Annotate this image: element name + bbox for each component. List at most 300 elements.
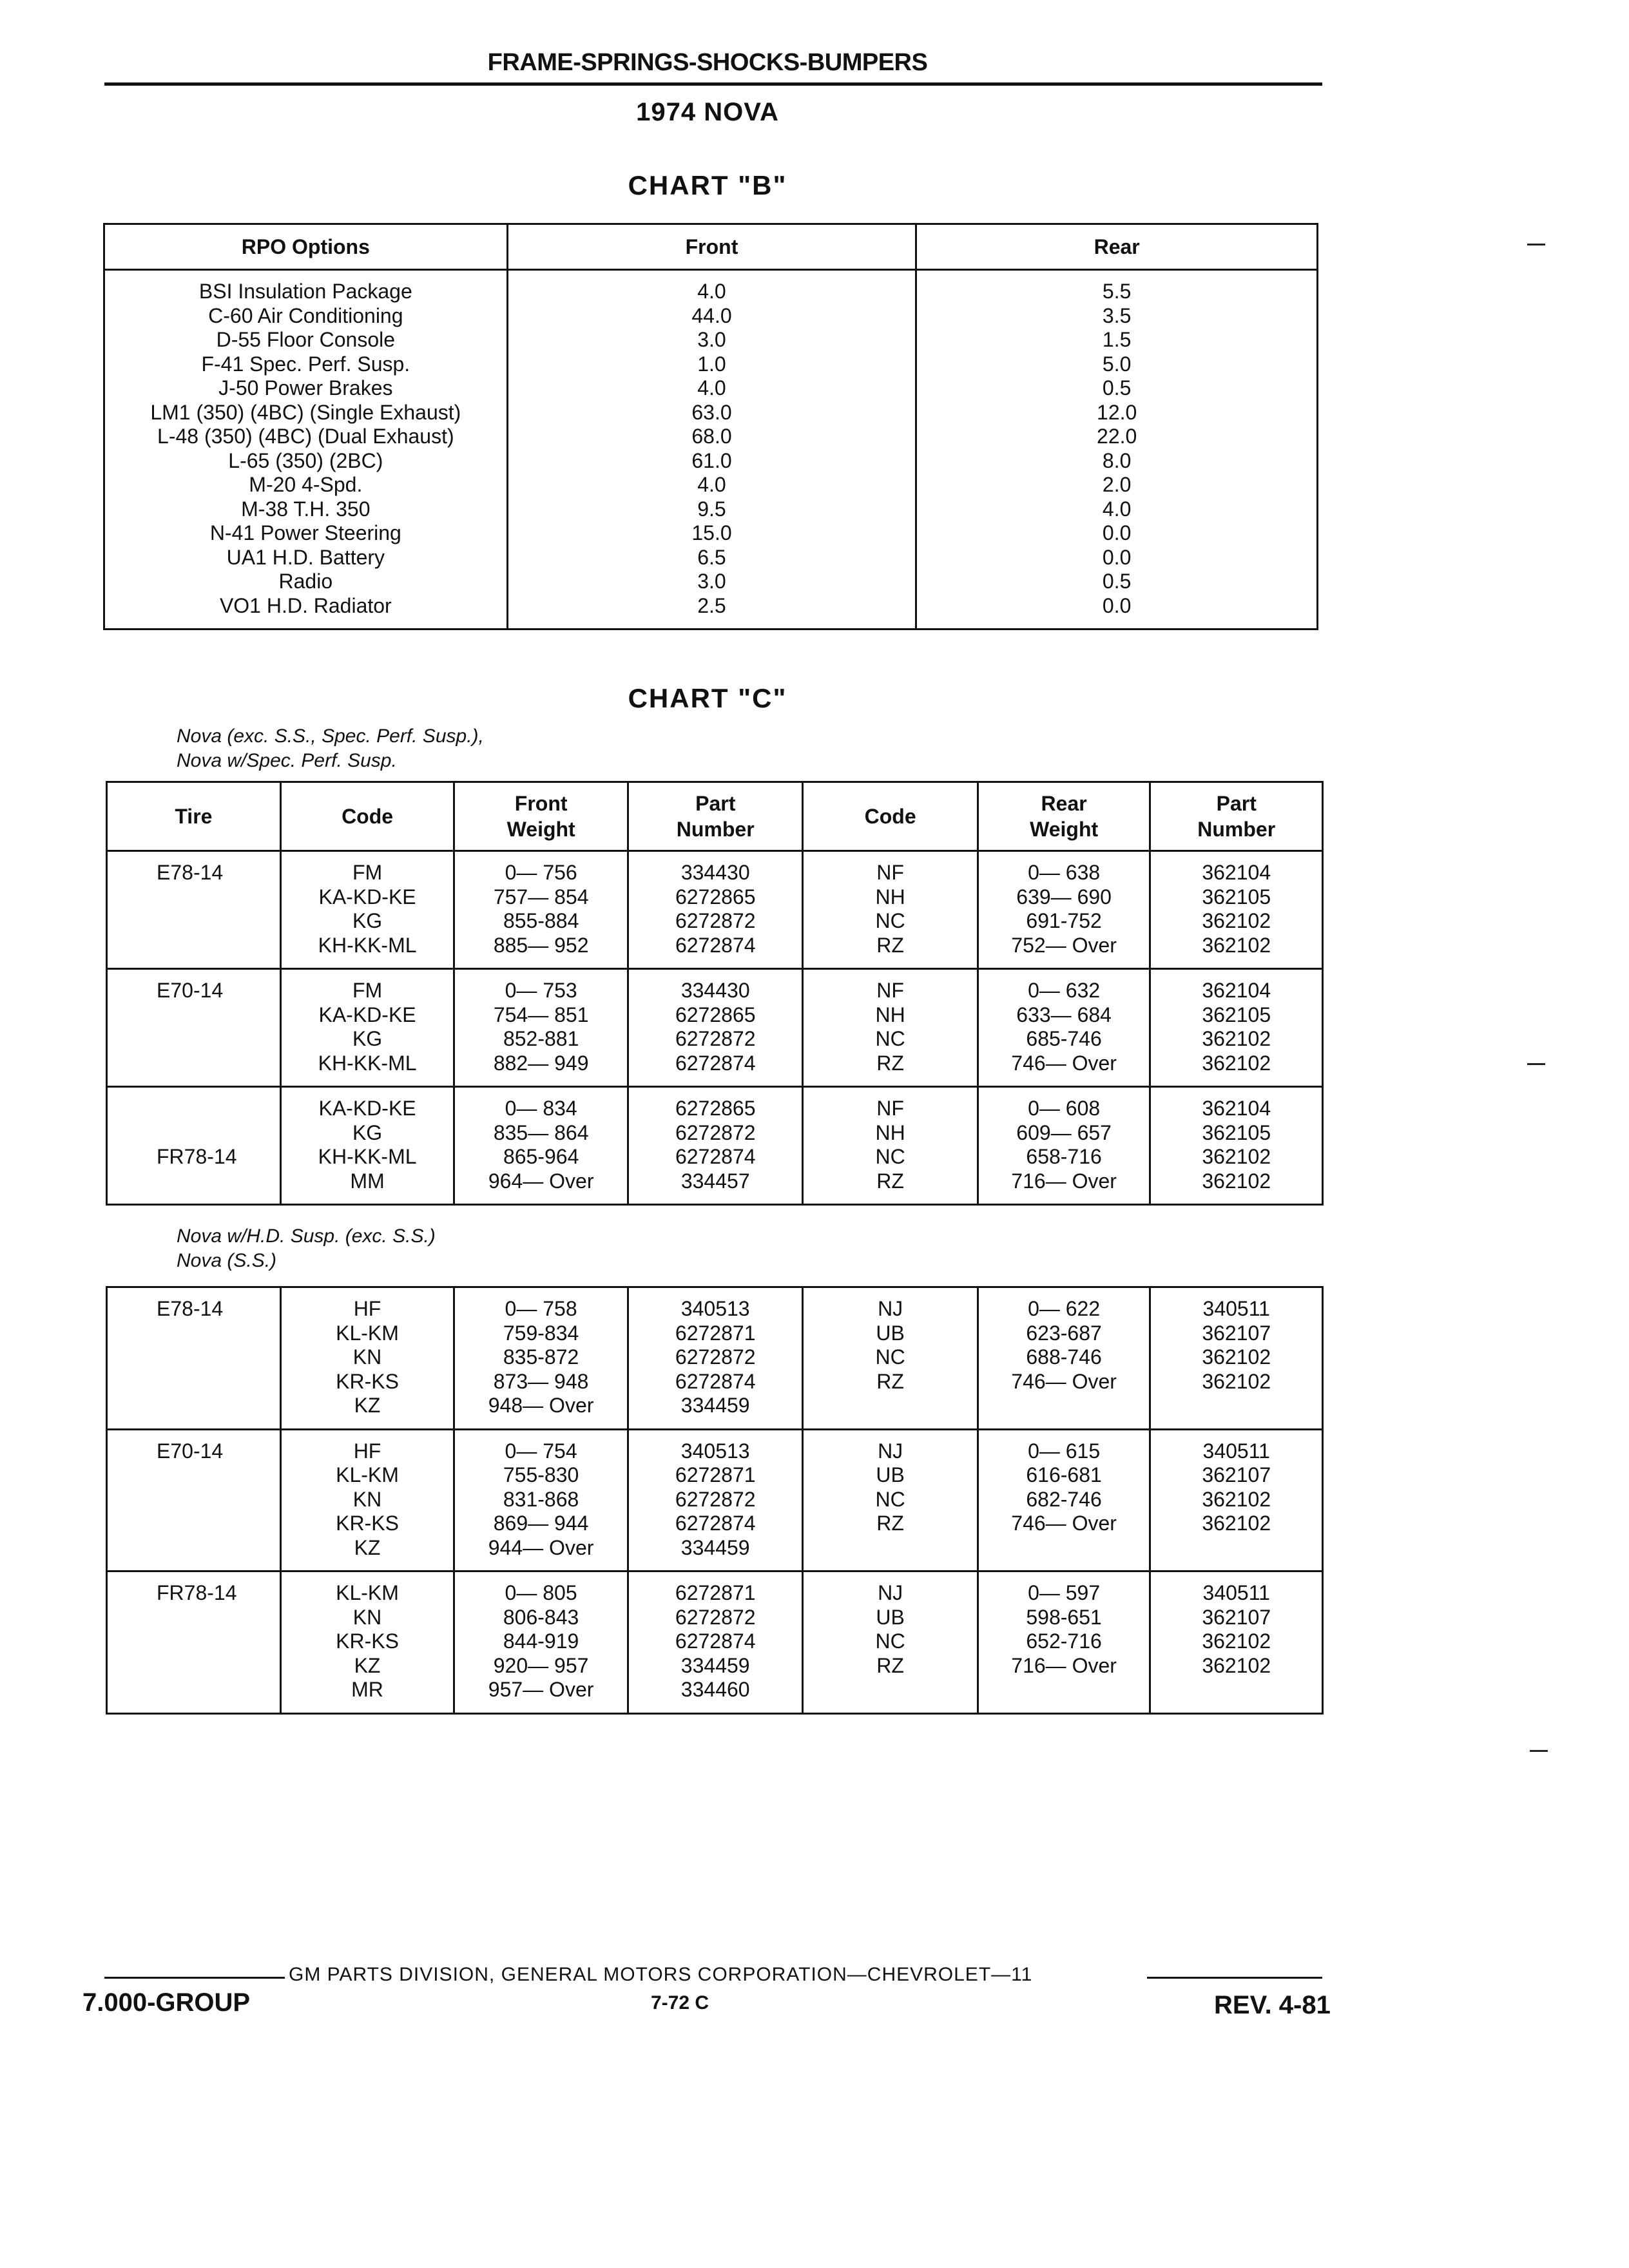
chart-b-cell: 5.5 [1102,280,1132,303]
data-cell: 340513 [680,1439,750,1463]
data-cell: 362102 [1202,1629,1271,1653]
document-title: 1974 NOVA [636,98,779,126]
column-header [628,782,802,851]
tire-spacer [157,1629,280,1654]
data-column-cell [803,851,978,969]
data-cell: 844-919 [503,1629,579,1653]
data-cell: KL-KM [336,1581,399,1604]
chart-b-cell: 0.0 [1102,545,1132,569]
data-cell: 682-746 [1026,1487,1102,1511]
data-cell: 685-746 [1026,1027,1102,1050]
column-header [978,782,1150,851]
chart-b-cell: N-41 Power Steering [209,521,401,544]
footer-rule-right [1147,1977,1322,1979]
column-header-rpo-options: RPO Options [104,224,508,270]
data-cell: 362102 [1202,1369,1271,1393]
data-cell: 688-746 [1026,1345,1102,1369]
footer-group: 7.000-GROUP [82,1988,251,2017]
data-cell: 6272871 [675,1321,756,1345]
data-cell: 752— Over [1011,933,1117,957]
data-cell: KN [352,1487,382,1511]
data-column-cell [454,1087,628,1205]
data-column-cell [628,969,802,1087]
data-cell: 6272874 [675,1512,756,1535]
data-cell: 964— Over [488,1169,594,1193]
data-cell: 334430 [680,979,750,1002]
data-cell: 334459 [680,1535,750,1559]
data-column-cell [978,1087,1150,1205]
data-cell: 362102 [1202,1487,1271,1511]
data-cell: 334460 [680,1678,750,1701]
data-column-cell [978,851,1150,969]
data-cell: UB [876,1605,905,1629]
data-column-cell [978,1429,1150,1571]
data-cell: 6272871 [675,1581,756,1604]
data-cell: 362102 [1202,1512,1271,1535]
tire-spacer [157,1121,280,1146]
data-cell: 759-834 [503,1321,579,1345]
data-cell: 6272872 [675,1120,756,1144]
tire-cell [107,1571,281,1714]
note-line: Nova w/Spec. Perf. Susp. [177,750,397,771]
data-cell: 362105 [1202,1003,1271,1026]
data-column-cell [628,1287,803,1430]
column-header-line: Front [514,792,568,815]
front-column [507,270,916,629]
chart-b-cell: 4.0 [697,376,726,399]
tire-spacer [157,1512,280,1536]
data-column-cell [628,1429,803,1571]
data-cell: RZ [876,1369,904,1393]
tire-group-row [107,1571,1323,1714]
data-column-cell [628,851,802,969]
tire-cell [107,1087,281,1205]
data-cell [979,1678,1150,1702]
data-cell: 6272872 [675,1605,756,1629]
rear-column [916,270,1318,629]
data-column-cell [803,1287,978,1430]
data-cell: NF [876,979,904,1002]
tire-group-row [107,1287,1323,1430]
data-cell: MR [351,1678,383,1701]
tire-spacer [157,1606,280,1630]
data-cell: 691-752 [1026,909,1102,932]
tire-group-row [107,1087,1323,1205]
chart-b-cell: 44.0 [691,303,732,327]
data-cell: 633— 684 [1016,1003,1112,1026]
data-cell: 362102 [1202,1345,1271,1369]
chart-b-cell: 68.0 [691,425,732,448]
chart-b-cell: J-50 Power Brakes [218,376,393,399]
data-cell: KN [352,1345,382,1369]
data-cell: 855-884 [503,909,579,932]
data-cell: 6272872 [675,1027,756,1050]
data-column-cell [803,1571,978,1714]
data-cell: KA-KD-KE [318,1097,416,1120]
data-cell: NF [876,1097,904,1120]
data-cell: 334457 [680,1169,750,1193]
data-cell: 639— 690 [1016,885,1112,908]
data-cell: 362104 [1202,979,1271,1002]
chart-b-cell: F-41 Spec. Perf. Susp. [201,352,410,376]
data-cell: NC [875,1145,905,1168]
data-cell: KZ [354,1535,381,1559]
tire-spacer [157,1169,280,1194]
data-cell: 623-687 [1026,1321,1102,1345]
chart-b-cell: 15.0 [691,521,732,544]
data-cell [804,1394,976,1418]
tire-spacer [157,1345,280,1370]
data-cell: 746— Over [1011,1369,1117,1393]
data-cell: 957— Over [488,1678,594,1701]
data-column-cell [978,969,1150,1087]
chart-b-cell: 63.0 [691,400,732,424]
data-cell: 362102 [1202,1027,1271,1050]
data-cell: 6272872 [675,909,756,932]
data-cell: 755-830 [503,1463,579,1486]
chart-b-cell: 61.0 [691,448,732,472]
data-cell: NF [876,861,904,884]
margin-mark [1527,244,1545,245]
data-cell: 746— Over [1011,1051,1117,1075]
tire-cell [107,1287,281,1430]
data-cell: KR-KS [336,1369,399,1393]
chart-b-cell: 4.0 [697,473,726,496]
data-cell: 340511 [1202,1439,1270,1463]
data-cell: 882— 949 [493,1051,589,1075]
margin-mark [1527,1063,1545,1065]
data-cell: 0— 805 [505,1581,577,1604]
chart-b-cell: 8.0 [1102,448,1132,472]
tire-cell [107,851,281,969]
note-line: Nova (S.S.) [177,1250,277,1271]
data-cell: 362107 [1202,1463,1271,1486]
data-cell: 362105 [1202,885,1271,908]
data-cell: 362102 [1202,933,1271,957]
data-cell: 0— 754 [505,1439,577,1463]
data-cell: 334459 [680,1653,750,1677]
data-column-cell [454,1287,628,1430]
data-cell: 362104 [1202,1097,1271,1120]
chart-b-cell: UA1 H.D. Battery [226,545,385,569]
column-header [803,782,978,851]
data-cell: 6272865 [675,885,756,908]
footer-page: 7-72 C [651,1992,709,2013]
column-header-line: Code [864,805,916,828]
data-column-cell [978,1571,1150,1714]
data-cell: 835-872 [503,1345,579,1369]
data-cell: 362102 [1202,1653,1271,1677]
data-cell: RZ [876,1512,904,1535]
tire-size: E70-14 [157,1439,224,1463]
data-column-cell [628,1571,803,1714]
data-cell: 6272865 [675,1097,756,1120]
chart-b-cell: 1.5 [1102,328,1132,351]
column-header-line: Part [1216,792,1257,815]
chart-b-cell: 0.0 [1102,593,1132,617]
column-header [1150,782,1323,851]
data-cell [1151,1536,1322,1561]
data-cell: 873— 948 [493,1369,589,1393]
footer-revision: REV. 4-81 [1214,1991,1331,2019]
data-column-cell [978,1287,1150,1430]
chart-b-cell: D-55 Floor Console [216,328,396,351]
data-cell: 598-651 [1026,1605,1102,1629]
data-cell: 362102 [1202,1145,1271,1168]
chart-b-body [104,270,1318,629]
data-column-cell [454,1429,628,1571]
data-cell: 6272874 [675,1369,756,1393]
rpo-options-column [104,270,508,629]
data-cell: 948— Over [488,1394,594,1417]
data-cell: KH-KK-ML [318,1145,417,1168]
data-cell: 852-881 [503,1027,579,1050]
data-cell [979,1536,1150,1561]
column-header [454,782,628,851]
chart-b-cell: 5.0 [1102,352,1132,376]
chart-b-cell: 9.5 [697,497,726,521]
data-cell: 757— 854 [493,885,589,908]
data-column-cell [280,851,454,969]
chart-b-cell: M-20 4-Spd. [249,473,363,496]
chart-b-cell: Radio [278,570,333,593]
data-cell: 0— 638 [1028,861,1101,884]
data-cell: NH [875,1120,905,1144]
data-cell: 0— 632 [1028,979,1101,1002]
data-cell: NJ [878,1297,903,1320]
tire-spacer [157,1097,280,1121]
data-column-cell [803,969,978,1087]
chart-b-cell: 3.5 [1102,303,1132,327]
data-cell: 6272865 [675,1003,756,1026]
chart-c-note-1 [177,724,484,773]
data-cell: KR-KS [336,1512,399,1535]
chart-b-cell: M-38 T.H. 350 [241,497,371,521]
data-column-cell [803,1087,978,1205]
tire-cell [107,1429,281,1571]
chart-b-header-row [104,224,1318,270]
tire-group-row [107,1429,1323,1571]
data-cell: 340513 [680,1297,750,1320]
data-cell: RZ [876,1653,904,1677]
data-column-cell [280,1087,454,1205]
data-cell: KN [352,1605,382,1629]
data-cell: NC [875,909,905,932]
data-cell: 865-964 [503,1145,579,1168]
data-cell: FM [352,861,383,884]
data-cell: KH-KK-ML [318,933,417,957]
data-cell: 0— 753 [505,979,577,1002]
tire-spacer [157,1370,280,1394]
data-cell: 652-716 [1026,1629,1102,1653]
chart-c-note-2 [177,1224,436,1273]
data-cell: 754— 851 [493,1003,589,1026]
data-cell: UB [876,1321,905,1345]
data-column-cell [803,1429,978,1571]
tire-group-row [107,851,1323,969]
tire-spacer [157,934,280,958]
tire-spacer [157,1536,280,1561]
tire-spacer [157,1052,280,1076]
data-cell: 362107 [1202,1321,1271,1345]
tire-spacer [157,1027,280,1052]
data-cell [804,1678,976,1702]
chart-c-table-1 [106,781,1324,1206]
tire-spacer [157,1321,280,1346]
data-cell: 835— 864 [493,1120,589,1144]
chart-b-cell: 0.5 [1102,570,1132,593]
tire-size: FR78-14 [157,1581,237,1604]
data-cell: KA-KD-KE [318,1003,416,1026]
tire-spacer [157,1463,280,1488]
data-cell: 806-843 [503,1605,579,1629]
column-header [107,782,281,851]
data-cell: 885— 952 [493,933,589,957]
column-header-line: Rear [1041,792,1087,815]
data-cell: NC [875,1629,905,1653]
data-cell: NJ [878,1439,903,1463]
data-cell: 6272874 [675,1629,756,1653]
tire-size: FR78-14 [157,1145,237,1168]
data-column-cell [628,1087,802,1205]
data-cell: 0— 615 [1028,1439,1101,1463]
data-cell: 944— Over [488,1535,594,1559]
data-cell: NJ [878,1581,903,1604]
data-cell: KZ [354,1653,381,1677]
tire-size: E78-14 [157,1297,224,1320]
data-cell: UB [876,1463,905,1486]
column-header-line: Weight [506,818,575,841]
data-cell [979,1394,1150,1418]
data-cell: 362102 [1202,1169,1271,1193]
tire-spacer [157,909,280,934]
tire-size: E70-14 [157,979,224,1002]
data-cell: 362102 [1202,909,1271,932]
data-cell: NC [875,1027,905,1050]
data-cell: KL-KM [336,1321,399,1345]
data-cell: NH [875,1003,905,1026]
data-cell: 716— Over [1011,1169,1117,1193]
margin-mark [1530,1750,1548,1752]
data-cell: NC [875,1487,905,1511]
data-cell: 0— 608 [1028,1097,1101,1120]
data-column-cell [1150,851,1323,969]
chart-b-cell: 3.0 [697,570,726,593]
data-column-cell [1150,969,1323,1087]
tire-spacer [157,1678,280,1702]
chart-b-cell: 3.0 [697,328,726,351]
data-cell: 920— 957 [493,1653,589,1677]
column-header-rear: Rear [916,224,1318,270]
data-cell: 362102 [1202,1051,1271,1075]
chart-b-cell: LM1 (350) (4BC) (Single Exhaust) [150,400,461,424]
tire-group-row [107,969,1323,1087]
data-cell: MM [350,1169,385,1193]
data-cell: RZ [876,933,904,957]
tire-spacer [157,1488,280,1512]
data-column-cell [280,1287,454,1430]
chart-b-cell: 2.0 [1102,473,1132,496]
note-line: Nova (exc. S.S., Spec. Perf. Susp.), [177,726,484,747]
column-header-line: Code [342,805,394,828]
chart-b-table [103,223,1318,630]
data-cell: 0— 756 [505,861,577,884]
data-cell: 362105 [1202,1120,1271,1144]
data-cell [1151,1678,1322,1702]
column-header-line: Number [1197,818,1276,841]
data-cell: 6272874 [675,1145,756,1168]
data-cell: 340511 [1202,1581,1270,1604]
column-header [280,782,454,851]
data-cell: 6272874 [675,1051,756,1075]
data-column-cell [1150,1287,1323,1430]
chart-b-cell: 22.0 [1097,425,1137,448]
chart-b-cell: C-60 Air Conditioning [208,303,403,327]
data-cell: 0— 834 [505,1097,577,1120]
data-cell: FM [352,979,383,1002]
data-column-cell [454,851,628,969]
data-cell: 362107 [1202,1605,1271,1629]
data-cell: KL-KM [336,1463,399,1486]
data-cell: HF [353,1439,381,1463]
chart-b-cell: 12.0 [1097,400,1137,424]
tire-cell [107,969,281,1087]
chart-b-cell: BSI Insulation Package [198,280,412,303]
footer-rule-left [104,1977,285,1979]
data-cell: 869— 944 [493,1512,589,1535]
chart-b-title: CHART "B" [628,170,787,200]
data-cell: KA-KD-KE [318,885,416,908]
data-cell: KH-KK-ML [318,1051,417,1075]
data-cell: NH [875,885,905,908]
chart-c-header-row [107,782,1323,851]
data-cell: 831-868 [503,1487,579,1511]
data-column-cell [280,969,454,1087]
data-cell [1151,1394,1322,1418]
data-cell: 334459 [680,1394,750,1417]
data-cell: RZ [876,1051,904,1075]
data-cell: 0— 597 [1028,1581,1101,1604]
footer-division: GM PARTS DIVISION, GENERAL MOTORS CORPORATION—CHEVROLET—11 [289,1964,1033,1985]
data-cell: 6272872 [675,1345,756,1369]
data-cell: 0— 758 [505,1297,577,1320]
chart-b-cell: VO1 H.D. Radiator [219,593,392,617]
column-header-line: Tire [175,805,213,828]
chart-b-cell: 4.0 [697,280,726,303]
tire-spacer [157,885,280,910]
data-column-cell [1150,1429,1323,1571]
data-cell: RZ [876,1169,904,1193]
data-cell: 334430 [680,861,750,884]
column-header-line: Weight [1030,818,1099,841]
tire-spacer [157,1394,280,1418]
data-cell: 0— 622 [1028,1297,1101,1320]
data-cell: 609— 657 [1016,1120,1112,1144]
section-title: FRAME-SPRINGS-SHOCKS-BUMPERS [487,49,928,76]
chart-b-cell: 0.0 [1102,521,1132,544]
chart-b-cell: L-65 (350) (2BC) [228,448,383,472]
header-rule [104,82,1322,86]
chart-b-cell: 1.0 [697,352,726,376]
data-cell: 340511 [1202,1297,1270,1320]
chart-c-title: CHART "C" [628,683,787,713]
data-cell: 362104 [1202,861,1271,884]
data-cell: 616-681 [1026,1463,1102,1486]
data-cell: 6272871 [675,1463,756,1486]
column-header-line: Number [676,818,755,841]
tire-spacer [157,1654,280,1678]
chart-b-cell: 6.5 [697,545,726,569]
